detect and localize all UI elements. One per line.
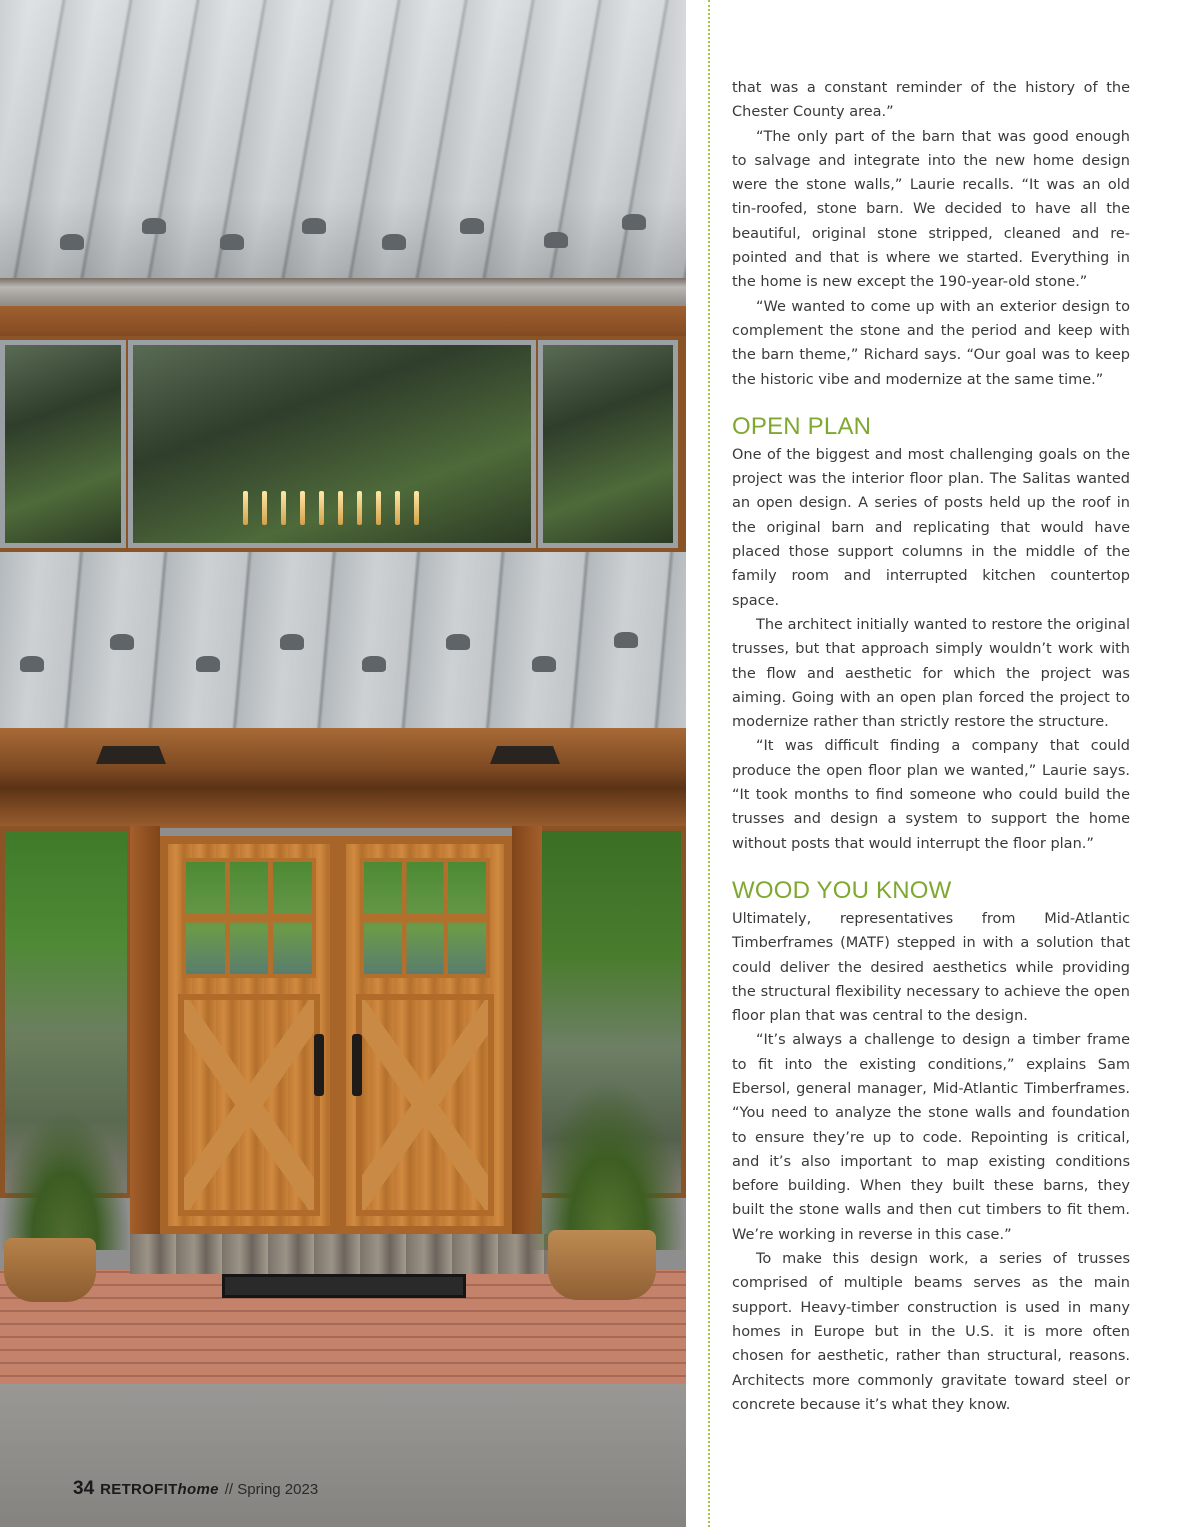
snow-guard <box>142 218 166 234</box>
porch-light-icon <box>96 746 166 764</box>
door-post-left <box>130 826 160 1246</box>
paragraph: “It was difficult finding a company that could produce the open floor plan we wanted,” Laurie says. “It took months to find someone who could build the trusses and design a system to support the home without posts that would interrupt the floor plan.” <box>732 738 1130 852</box>
snow-guard <box>110 634 134 650</box>
paragraph: The architect initially wanted to restore the original trusses, but that approach simply wouldn’t work with the flow and aesthetic for which the project was aiming. Going with an open plan forced the project to modernize rather than strictly restore the structure. <box>732 616 1130 731</box>
planter-pot-right <box>548 1230 656 1300</box>
clerestory-window-pane <box>0 340 126 548</box>
paragraph: “We wanted to come up with an exterior design to complement the stone and the period and keep with the barn theme,” Richard says. “Our goal was to keep the historic vibe and modernize at the same time.” <box>732 298 1130 388</box>
paragraph: One of the biggest and most challenging goals on the project was the interior floor plan. The Salitas wanted an open design. A series of posts held up the roof in the original barn and replicating that would have placed those support columns in the middle of the family room and interrupted kitchen countertop space. <box>732 446 1130 609</box>
lower-metal-roof <box>0 552 686 732</box>
barn-door-left <box>160 836 338 1234</box>
snow-guard <box>614 632 638 648</box>
snow-guard <box>60 234 84 250</box>
paragraph: “The only part of the barn that was good enough to salvage and integrate into the new home design were the stone walls,” Laurie recalls. “It was an old tin-roofed, stone barn. We decided to have all the beautiful, original stone stripped, cleaned and re-pointed and that is where we started. Everything in the home is new except the 190-year-old stone.” <box>732 128 1130 291</box>
section-heading-wood-you-know: WOOD YOU KNOW <box>732 876 952 904</box>
column-divider <box>708 0 710 1527</box>
page-footer <box>73 1478 318 1502</box>
snow-guard <box>220 234 244 250</box>
snow-guard <box>196 656 220 672</box>
section-heading-open-plan: OPEN PLAN <box>732 412 872 440</box>
snow-guard <box>446 634 470 650</box>
door-handle-icon <box>352 1034 362 1096</box>
paragraph: To make this design work, a series of trusses comprised of multiple beams serves as the main support. Heavy-timber construction is used in many homes in Europe but in the U.S. it is more often chosen for aesthetic, rather than structural, reasons. Architects more commonly gravitate toward steel or concrete because it’s what they know. <box>732 1251 1130 1413</box>
brand-italic: home <box>177 1481 219 1498</box>
issue-date: // Spring 2023 <box>224 1481 319 1498</box>
chandelier-icon <box>243 491 419 525</box>
paragraph: “It’s always a challenge to design a timber frame to fit into the existing conditions,” explains Sam Ebersol, general manager, Mid-Atlantic Timberframes. “You need to analyze the stone walls and foundation to ensure they’re up to code. Repointing is critical, and it’s also important to map existing conditions before building. When they built these barns, they built the stone walls and then cut timbers to fit them. We’re working in reverse in this case.” <box>732 1032 1130 1243</box>
snow-guard <box>622 214 646 230</box>
doormat <box>222 1274 466 1298</box>
snow-guard <box>20 656 44 672</box>
door-x-brace <box>178 994 320 1216</box>
timber-fascia <box>0 728 686 828</box>
magazine-brand <box>100 1481 219 1498</box>
barn-door-right <box>338 836 512 1234</box>
planter-pot-left <box>4 1238 96 1302</box>
snow-guard <box>302 218 326 234</box>
door-x-brace <box>356 994 494 1216</box>
snow-guard <box>460 218 484 234</box>
stone-threshold <box>130 1234 550 1274</box>
snow-guard <box>362 656 386 672</box>
clerestory-window-pane <box>538 340 678 548</box>
paragraph: that was a constant reminder of the history of the Chester County area.” <box>732 80 1130 121</box>
brand-main: RETROFIT <box>100 1481 178 1498</box>
page-number: 34 <box>73 1478 95 1499</box>
snow-guard <box>280 634 304 650</box>
snow-guard <box>382 234 406 250</box>
gravel-driveway <box>0 1384 686 1527</box>
snow-guard <box>532 656 556 672</box>
roof-shading <box>0 0 686 285</box>
plant-icon <box>0 1110 130 1250</box>
door-handle-icon <box>314 1034 324 1096</box>
plant-icon <box>530 1080 686 1250</box>
paragraph: Ultimately, representatives from Mid-Atlantic Timberframes (MATF) stepped in with a solution that could deliver the desired aesthetics while providing the structural flexibility necessary to achieve the open floor plan that was central to the design. <box>732 910 1130 1025</box>
snow-guard <box>544 232 568 248</box>
article-column <box>732 76 1130 1417</box>
door-glass-panes <box>360 858 490 978</box>
porch-light-icon <box>490 746 560 764</box>
upper-gutter <box>0 278 686 308</box>
door-glass-panes <box>182 858 316 978</box>
clerestory-window-pane <box>128 340 536 548</box>
